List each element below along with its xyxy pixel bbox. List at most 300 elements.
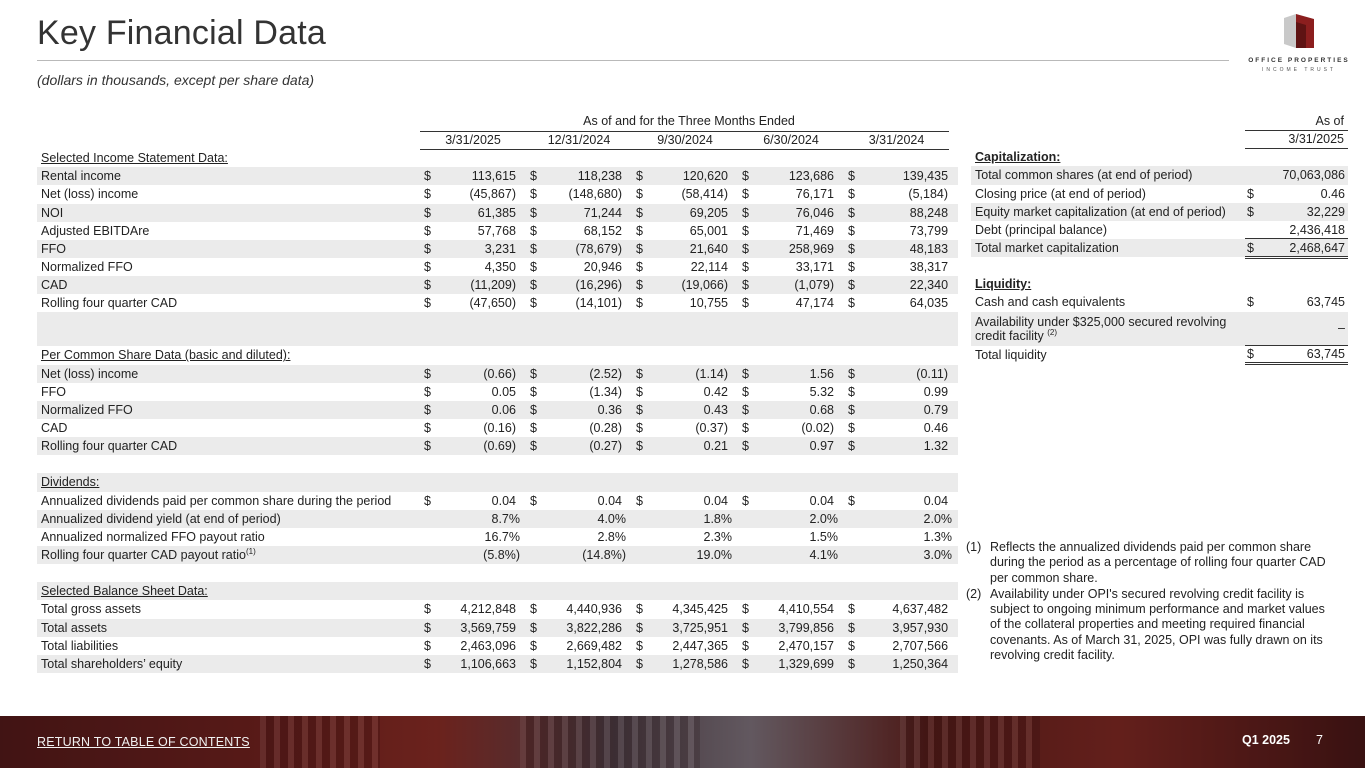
row-label-text: Rolling four quarter CAD (41, 439, 178, 454)
cell-value: 76,046 (758, 204, 844, 222)
currency-symbol: $ (530, 602, 537, 617)
row-label-text: Net (loss) income (41, 187, 139, 202)
section-header-row (37, 346, 958, 364)
row-label: Total market capitalization (971, 239, 1245, 257)
empty-cell (420, 473, 440, 491)
empty-cell (546, 346, 632, 364)
row-label (971, 312, 1245, 346)
section-header-row (37, 473, 958, 491)
empty-cell (652, 346, 738, 364)
currency-symbol: $ (1247, 295, 1254, 310)
row-label (37, 294, 420, 312)
currency-symbol: $ (424, 493, 431, 508)
cell-value: (2.52) (546, 365, 632, 383)
column-date: 3/31/2025 (420, 131, 526, 149)
footnote-number: (2) (966, 586, 982, 601)
currency-symbol: $ (848, 493, 855, 508)
cell-value: (1.14) (652, 365, 738, 383)
currency-symbol: $ (848, 223, 855, 238)
cell-value: (11,209) (440, 276, 526, 294)
empty-cell (440, 312, 526, 346)
currency-symbol: $ (632, 437, 652, 455)
empty-cell (758, 473, 844, 491)
cell-value: 0.99 (923, 384, 949, 399)
balance-section-heading: Selected Balance Sheet Data: (37, 582, 420, 600)
empty-cell (864, 312, 958, 346)
empty-cell (738, 312, 758, 346)
currency-symbol: $ (420, 655, 440, 673)
currency-symbol: $ (420, 365, 440, 383)
cell-value: 123,686 (758, 167, 844, 185)
empty-cell (37, 564, 420, 582)
cell-value: 38,317 (909, 260, 949, 275)
cell-value: 4,212,848 (460, 602, 516, 617)
currency-symbol: $ (636, 602, 643, 617)
spacer-row (37, 312, 958, 346)
empty-cell (440, 455, 526, 473)
row-label-text: CAD (41, 421, 68, 436)
currency-symbol: $ (420, 204, 440, 222)
currency-symbol: $ (526, 204, 546, 222)
row-label-text: NOI (41, 205, 64, 220)
empty-cell (420, 582, 440, 600)
table-row (37, 240, 958, 258)
empty-cell (37, 131, 420, 149)
currency-symbol: $ (632, 276, 652, 294)
cell-value: 19.0% (652, 546, 738, 564)
row-value: 2,468,647 (1261, 239, 1348, 257)
currency-symbol: $ (526, 365, 546, 383)
currency-symbol: $ (526, 437, 546, 455)
row-value: 63,745 (1261, 346, 1348, 364)
currency-symbol: $ (530, 223, 537, 238)
currency-symbol: $ (848, 638, 855, 653)
side-header-row (971, 112, 1348, 130)
empty-cell (844, 473, 864, 491)
cell-value: 4.0% (546, 510, 632, 528)
empty-cell (440, 582, 526, 600)
currency-symbol: $ (1247, 186, 1254, 201)
row-label (37, 546, 420, 564)
cell-value: 3,231 (440, 240, 526, 258)
table-row (971, 275, 1348, 293)
cell-value: 3,799,856 (758, 619, 844, 637)
currency-symbol: $ (742, 638, 749, 653)
currency-symbol: $ (424, 384, 431, 399)
currency-symbol: $ (738, 437, 758, 455)
empty-cell (844, 312, 864, 346)
cell-value: 2.8% (597, 529, 626, 544)
empty-cell (420, 149, 440, 167)
empty-cell (652, 582, 738, 600)
empty-cell (546, 564, 632, 582)
cell-value: (0.37) (695, 421, 728, 436)
company-logo (1244, 12, 1354, 76)
cell-value: 0.42 (703, 384, 728, 399)
empty-cell (758, 149, 844, 167)
cell-value: 0.04 (809, 493, 834, 508)
avail-label-text: Availability under $325,000 secured revolving credit facility (975, 314, 1227, 343)
row-label (37, 258, 420, 276)
cell-value: 1,152,804 (546, 655, 632, 673)
currency-symbol: $ (424, 602, 431, 617)
as-of-label: As of (1315, 113, 1344, 128)
empty-cell (526, 510, 546, 528)
row-label: Total gross assets (41, 602, 142, 617)
spacer-row (37, 455, 958, 473)
cell-value: 3,957,930 (864, 619, 958, 637)
empty-cell (37, 312, 420, 346)
cell-value: (5,184) (908, 187, 949, 202)
row-value: 63,745 (1306, 295, 1345, 310)
cell-value: 1.5% (809, 529, 838, 544)
cell-value: 3,569,759 (440, 619, 526, 637)
spacer-row (37, 564, 958, 582)
currency-symbol: $ (848, 384, 855, 399)
row-label (37, 240, 420, 258)
empty-cell (864, 564, 958, 582)
cell-value: 33,171 (795, 260, 834, 275)
cell-value: 0.04 (923, 493, 949, 508)
table-row (37, 383, 958, 401)
currency-symbol: $ (848, 296, 855, 311)
empty-cell (844, 564, 864, 582)
empty-cell (738, 149, 758, 167)
cell-value: 8.7% (440, 510, 526, 528)
table-row (37, 185, 958, 203)
cell-value: 1.32 (864, 437, 958, 455)
footnote-text: Reflects the annualized dividends paid per common share during the period as a percentage of rolling four quarter CAD per common share. (990, 540, 1326, 585)
currency-symbol: $ (632, 401, 652, 419)
currency-symbol: $ (420, 240, 440, 258)
table-row (37, 258, 958, 276)
empty-cell (632, 312, 652, 346)
empty-cell (758, 455, 844, 473)
row-label: Debt (principal balance) (975, 222, 1108, 237)
empty-cell (420, 528, 440, 546)
row-label-text: Annualized normalized FFO payout ratio (41, 529, 265, 544)
currency-symbol: $ (636, 296, 643, 311)
currency-symbol: $ (424, 260, 431, 275)
empty-cell (758, 312, 844, 346)
building-logo-icon (1284, 14, 1314, 48)
table-row (971, 312, 1348, 346)
currency-symbol: $ (738, 240, 758, 258)
cell-value: (0.02) (801, 421, 834, 436)
currency-symbol: $ (1245, 203, 1261, 221)
row-label-text: Adjusted EBITDAre (41, 223, 150, 238)
currency-symbol: $ (844, 240, 864, 258)
cell-value: 3,725,951 (652, 619, 738, 637)
empty-cell (844, 582, 864, 600)
row-label (37, 528, 420, 546)
row-label (37, 222, 420, 240)
empty-cell (420, 564, 440, 582)
currency-symbol: $ (738, 655, 758, 673)
row-label: Total liquidity (975, 347, 1047, 362)
currency-symbol: $ (844, 401, 864, 419)
cell-value: 139,435 (864, 167, 958, 185)
row-label: Equity market capitalization (at end of period) (971, 203, 1245, 221)
row-label-text: Rolling four quarter CAD payout ratio (41, 548, 246, 563)
table-row (971, 148, 1348, 166)
empty-cell (738, 510, 758, 528)
footnote-number: (1) (966, 540, 982, 554)
row-label: Closing price (at end of period) (975, 186, 1146, 201)
column-date: 6/30/2024 (738, 131, 844, 149)
cell-value: 71,469 (795, 223, 834, 238)
table-row (37, 637, 958, 655)
cell-value: (5.8%) (440, 546, 526, 564)
table-row (37, 492, 958, 510)
cell-value: 2.0% (864, 510, 958, 528)
table-row (37, 655, 958, 673)
cell-value: 4.1% (758, 546, 844, 564)
cell-value: (0.16) (483, 421, 516, 436)
cell-value: 113,615 (440, 167, 526, 185)
income-section-heading: Selected Income Statement Data: (41, 151, 228, 166)
cell-value: 2,470,157 (778, 638, 834, 653)
side-date-row (971, 130, 1348, 148)
cell-value: 4,410,554 (778, 602, 834, 617)
row-label: Total assets (37, 619, 420, 637)
currency-symbol: $ (526, 619, 546, 637)
cell-value: 1,250,364 (864, 655, 958, 673)
empty-cell (37, 455, 420, 473)
row-label (37, 401, 420, 419)
currency-symbol: $ (530, 638, 537, 653)
empty-cell (652, 149, 738, 167)
empty-cell (420, 312, 440, 346)
empty-cell (440, 346, 526, 364)
currency-symbol: $ (848, 602, 855, 617)
table-row (971, 293, 1348, 311)
cell-value: 61,385 (440, 204, 526, 222)
currency-symbol: $ (636, 493, 643, 508)
cell-value: 48,183 (864, 240, 958, 258)
cell-value: 118,238 (546, 167, 632, 185)
empty-cell (652, 564, 738, 582)
column-date: 12/31/2024 (526, 131, 632, 149)
currency-symbol: $ (530, 296, 537, 311)
cell-value: 5.32 (809, 384, 834, 399)
cell-value: 0.06 (440, 401, 526, 419)
row-label (37, 276, 420, 294)
cell-value: 22,114 (690, 260, 728, 275)
cell-value: (0.66) (440, 365, 526, 383)
empty-cell (546, 582, 632, 600)
currency-symbol: $ (420, 619, 440, 637)
row-value: – (1261, 312, 1348, 346)
row-value: 2,436,418 (1289, 222, 1345, 237)
cell-value: (58,414) (681, 187, 728, 202)
cell-value: 0.43 (652, 401, 738, 419)
empty-cell (844, 149, 864, 167)
cell-value: 0.46 (923, 421, 949, 436)
empty-cell (758, 346, 844, 364)
table-row (971, 166, 1348, 184)
empty-cell (546, 455, 632, 473)
empty-cell (440, 564, 526, 582)
cell-value: 0.97 (758, 437, 844, 455)
cell-value: (0.28) (589, 421, 622, 436)
currency-symbol: $ (742, 187, 749, 202)
date-header-row (37, 131, 958, 149)
currency-symbol: $ (848, 421, 855, 436)
currency-symbol: $ (844, 365, 864, 383)
table-row (971, 185, 1348, 203)
side-date: 3/31/2025 (1245, 130, 1348, 148)
row-label (37, 510, 420, 528)
currency-symbol: $ (738, 619, 758, 637)
cell-value: 1,329,699 (758, 655, 844, 673)
cell-value: (0.27) (546, 437, 632, 455)
cell-value: 0.05 (491, 384, 516, 399)
empty-cell (526, 346, 546, 364)
empty-cell (632, 346, 652, 364)
empty-cell (632, 149, 652, 167)
currency-symbol: $ (738, 276, 758, 294)
footnote (966, 540, 1336, 586)
empty-cell (652, 473, 738, 491)
capitalization-heading: Capitalization: (975, 150, 1061, 165)
currency-symbol: $ (530, 260, 537, 275)
currency-symbol: $ (636, 421, 643, 436)
currency-symbol: $ (636, 638, 643, 653)
cell-value: 3.0% (864, 546, 958, 564)
table-row (37, 546, 958, 564)
cell-value: (45,867) (469, 187, 516, 202)
currency-symbol: $ (844, 437, 864, 455)
empty-cell (844, 546, 864, 564)
empty-cell (526, 473, 546, 491)
row-value: 32,229 (1261, 203, 1348, 221)
cell-value: 64,035 (909, 296, 949, 311)
empty-cell (420, 455, 440, 473)
cell-value: (1.34) (589, 384, 622, 399)
currency-symbol: $ (530, 493, 537, 508)
cell-value: 0.04 (491, 493, 516, 508)
cell-value: 4,350 (484, 260, 516, 275)
row-value: 0.46 (1320, 186, 1345, 201)
cell-value: 120,620 (652, 167, 738, 185)
table-row (971, 221, 1348, 239)
currency-symbol: $ (632, 365, 652, 383)
empty-cell (738, 582, 758, 600)
currency-symbol: $ (844, 204, 864, 222)
row-label: Cash and cash equivalents (975, 295, 1126, 310)
cell-value: 69,205 (652, 204, 738, 222)
empty-cell (758, 564, 844, 582)
cell-value: 2.3% (703, 529, 732, 544)
cell-value: 88,248 (864, 204, 958, 222)
empty-cell (844, 528, 864, 546)
row-label-text: Net (loss) income (41, 366, 139, 381)
empty-cell (546, 312, 632, 346)
currency-symbol: $ (526, 240, 546, 258)
row-label (37, 204, 420, 222)
cell-value: (14.8%) (546, 546, 632, 564)
per-share-section-heading: Per Common Share Data (basic and diluted): (41, 348, 291, 363)
row-label-text: Normalized FFO (41, 260, 133, 275)
empty-cell (864, 582, 958, 600)
dividends-section-heading: Dividends: (37, 473, 420, 491)
currency-symbol: $ (632, 167, 652, 185)
empty-cell (546, 473, 632, 491)
currency-symbol: $ (738, 401, 758, 419)
section-header-row (37, 149, 958, 167)
empty-cell (652, 455, 738, 473)
empty-cell (864, 473, 958, 491)
logo-text-primary: OFFICE PROPERTIES (1248, 57, 1350, 64)
cell-value: 4,637,482 (892, 602, 949, 617)
empty-cell (844, 510, 864, 528)
currency-symbol: $ (844, 619, 864, 637)
section-header-row (37, 582, 958, 600)
currency-symbol: $ (1245, 346, 1261, 364)
return-to-toc-link[interactable]: RETURN TO TABLE OF CONTENTS (37, 735, 250, 749)
empty-cell (526, 564, 546, 582)
table-row (37, 204, 958, 222)
cell-value: 0.04 (703, 493, 728, 508)
table-row (37, 510, 958, 528)
currency-symbol: $ (526, 276, 546, 294)
cell-value: 0.21 (652, 437, 738, 455)
footnote (966, 587, 1336, 663)
currency-symbol: $ (424, 187, 431, 202)
empty-cell (632, 455, 652, 473)
currency-symbol: $ (424, 296, 431, 311)
table-row (37, 365, 958, 383)
empty-cell (420, 546, 440, 564)
cell-value: (14,101) (575, 296, 622, 311)
currency-symbol: $ (1245, 239, 1261, 257)
empty-cell (526, 528, 546, 546)
cell-value: 4,345,425 (672, 602, 728, 617)
currency-symbol: $ (526, 401, 546, 419)
quarter-label: Q1 2025 (1242, 733, 1290, 747)
row-label: Annualized dividends paid per common share during the period (41, 493, 392, 508)
cell-value: 0.79 (864, 401, 958, 419)
cell-value: 1.56 (758, 365, 844, 383)
currency-symbol: $ (636, 187, 643, 202)
row-label (37, 365, 420, 383)
currency-symbol: $ (844, 276, 864, 294)
row-label-text: Rental income (41, 169, 121, 184)
currency-symbol: $ (738, 365, 758, 383)
currency-symbol: $ (742, 421, 749, 436)
cell-value: 2,707,566 (892, 638, 949, 653)
cell-value: (16,296) (546, 276, 632, 294)
empty-cell (632, 582, 652, 600)
currency-symbol: $ (424, 223, 431, 238)
currency-symbol: $ (632, 240, 652, 258)
empty-cell (526, 546, 546, 564)
cell-value: 1,106,663 (440, 655, 526, 673)
currency-symbol: $ (636, 223, 643, 238)
row-value: 70,063,086 (1261, 166, 1348, 184)
currency-symbol: $ (742, 260, 749, 275)
cell-value: 1.3% (923, 529, 953, 544)
row-label: Total liabilities (41, 638, 119, 653)
cell-value: 2,669,482 (566, 638, 622, 653)
table-row (37, 619, 958, 637)
empty-cell (864, 455, 958, 473)
empty-cell (758, 582, 844, 600)
page-number: 7 (1316, 733, 1323, 747)
currency-symbol: $ (420, 437, 440, 455)
page-title: Key Financial Data (37, 14, 326, 52)
